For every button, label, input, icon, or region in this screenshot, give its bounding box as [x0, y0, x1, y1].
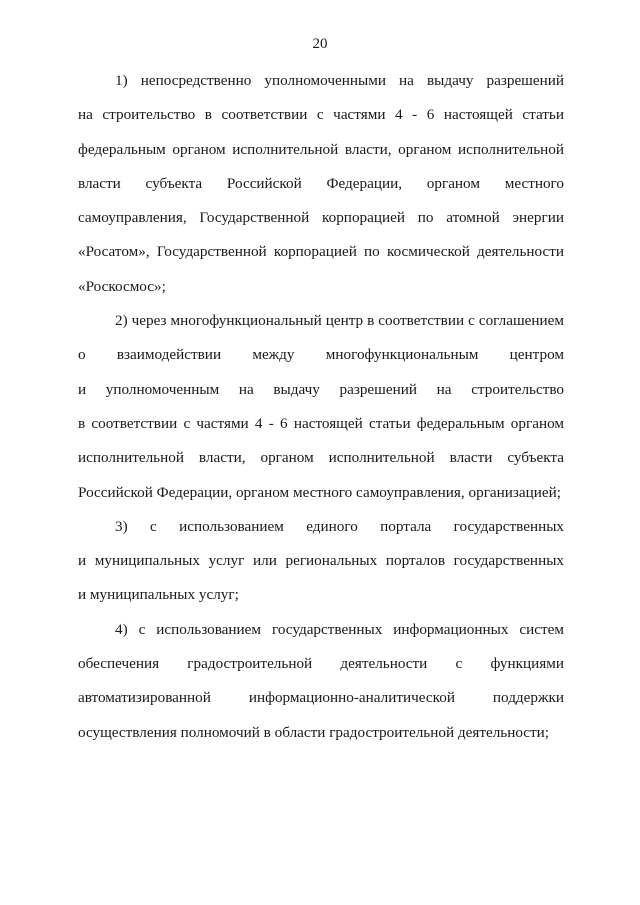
document-body	[78, 72, 564, 758]
text-line: 4) с использованием государственных информационных систем	[115, 620, 564, 638]
text-line: и уполномоченным на выдачу разрешений на строительство	[78, 380, 564, 398]
text-line: 2) через многофункциональный центр в соответствии с соглашением	[115, 312, 564, 330]
paragraph-4	[78, 621, 564, 758]
text-line: Российской Федерации, органом местного самоуправления, организацией;	[78, 483, 562, 501]
text-line: «Роскосмос»;	[78, 277, 166, 295]
page-number: 20	[312, 36, 328, 52]
text-line: и муниципальных услуг;	[78, 586, 239, 604]
text-line: о взаимодействии между многофункциональным центром	[78, 346, 564, 364]
text-line: 3) с использованием единого портала государственных	[115, 517, 564, 535]
paragraph-2	[78, 312, 564, 518]
text-line: власти субъекта Российской Федерации, органом местного	[78, 174, 564, 192]
text-line: исполнительной власти, органом исполнительной власти субъекта	[78, 449, 564, 467]
text-line: автоматизированной информационно-аналитической поддержки	[78, 689, 564, 707]
text-line: осуществления полномочий в области градостроительной деятельности;	[78, 723, 550, 741]
text-line: федеральным органом исполнительной власти, органом исполнительной	[78, 140, 564, 158]
text-line: в соответствии с частями 4 - 6 настоящей статьи федеральным органом	[78, 414, 564, 432]
text-line: на строительство в соответствии с частями 4 - 6 настоящей статьи	[78, 106, 564, 124]
text-line: самоуправления, Государственной корпорацией по атомной энергии	[78, 209, 564, 227]
paragraph-1	[78, 72, 564, 312]
text-line: обеспечения градостроительной деятельности с функциями	[78, 655, 564, 673]
text-line: 1) непосредственно уполномоченными на выдачу разрешений	[115, 72, 564, 89]
paragraph-3	[78, 518, 564, 621]
text-line: и муниципальных услуг или региональных порталов государственных	[78, 552, 564, 570]
text-line: «Росатом», Государственной корпорацией по космической деятельности	[78, 243, 564, 261]
